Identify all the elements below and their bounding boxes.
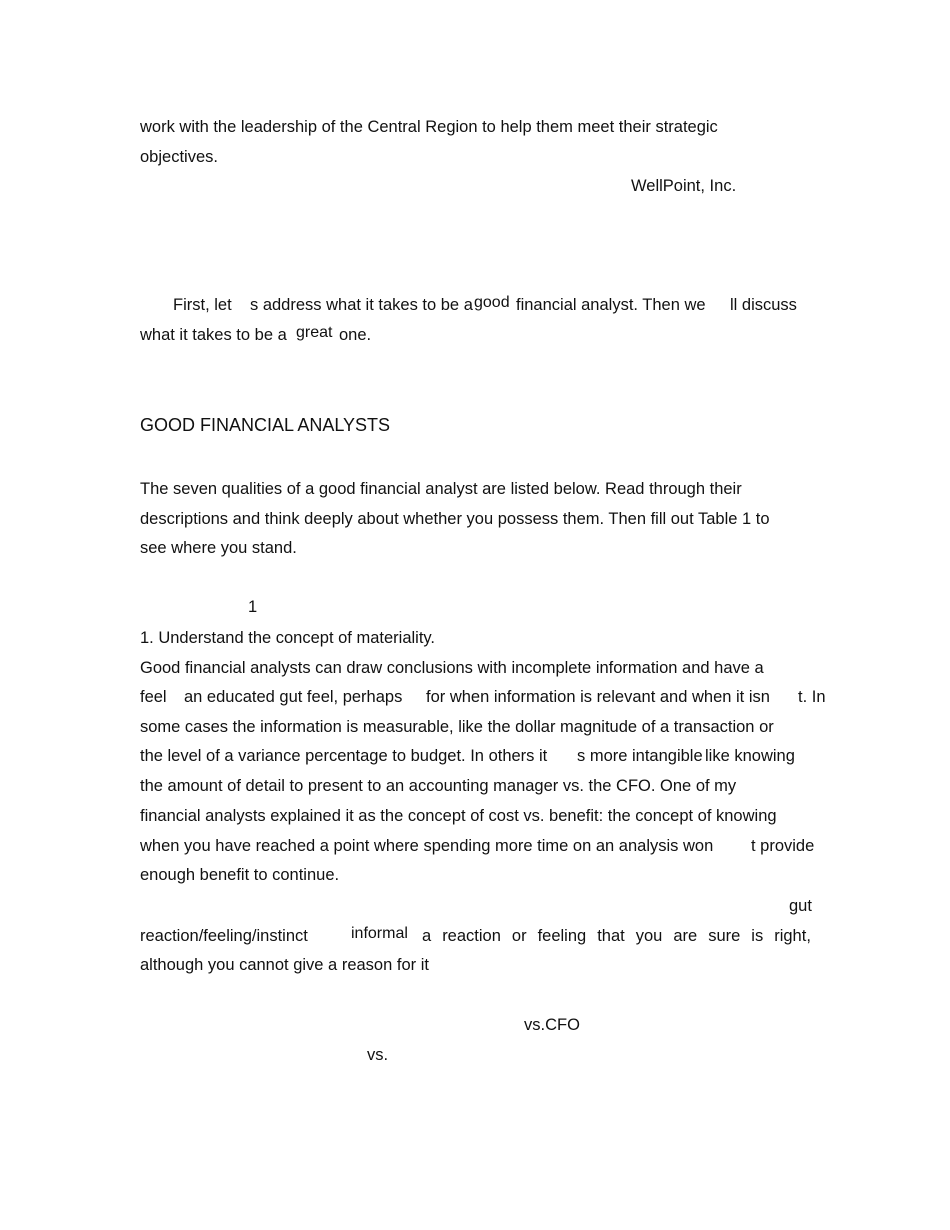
definition-word: are — [673, 927, 698, 945]
quality-1-line-5: the amount of detail to present to an accounting manager vs. the CFO. One of my — [140, 777, 737, 795]
note-vs-cfo: vs.CFO — [524, 1016, 580, 1034]
section-intro-line-1: The seven qualities of a good financial analyst are listed below. Read through their — [140, 480, 742, 498]
opening-first-let: First, let — [173, 296, 232, 314]
section-intro-line-3: see where you stand. — [140, 539, 297, 557]
section-heading: GOOD FINANCIAL ANALYSTS — [140, 415, 391, 435]
quality-1-line-4b: s more intangible — [577, 747, 703, 765]
quality-1-line-6: financial analysts explained it as the concept of cost vs. benefit: the concept of knowing — [140, 807, 777, 825]
quality-1-line-7b: t provide — [751, 837, 815, 855]
glossary-definition-line-2: although you cannot give a reason for it — [140, 956, 429, 974]
quality-1-line-1: Good financial analysts can draw conclusions with incomplete information and have a — [140, 659, 764, 677]
glossary-definition-line-1 — [422, 926, 811, 946]
company-attribution: WellPoint, Inc. — [631, 177, 737, 195]
footnote-marker: 1 — [248, 598, 258, 616]
quality-1-line-2a: feel — [140, 688, 167, 706]
quality-1-line-4a: the level of a variance percentage to budget. In others it — [140, 747, 548, 765]
definition-word: that — [597, 927, 625, 945]
definition-word: reaction — [442, 927, 501, 945]
quality-1-line-4c: like knowing — [705, 747, 795, 765]
opening-good-emphasis: good — [474, 294, 510, 311]
definition-word: or — [511, 927, 527, 945]
glossary-register: informal — [351, 925, 408, 942]
quality-1-line-2c: for when information is relevant and when it isn — [426, 688, 770, 706]
quality-1-line-7a: when you have reached a point where spending more time on an analysis won — [140, 837, 714, 855]
definition-word: a — [422, 927, 432, 945]
quality-1-line-8: enough benefit to continue. — [140, 866, 340, 884]
quality-1-line-2d: t. In — [798, 688, 826, 706]
glossary-term: gut — [789, 897, 812, 915]
definition-word: you — [635, 927, 663, 945]
opening-financial-analyst: financial analyst. Then we — [516, 296, 706, 314]
quality-1-line-3: some cases the information is measurable, like the dollar magnitude of a transaction or — [140, 718, 774, 736]
glossary-headword: reaction/feeling/instinct — [140, 927, 308, 945]
definition-word: feeling — [537, 927, 587, 945]
section-intro-line-2: descriptions and think deeply about whether you possess them. Then fill out Table 1 to — [140, 510, 770, 528]
quality-1-title: 1. Understand the concept of materiality. — [140, 629, 436, 647]
opening-line-2: what it takes to be a — [140, 326, 287, 344]
definition-word: sure — [708, 927, 741, 945]
definition-word: right, — [774, 927, 811, 945]
opening-address: s address what it takes to be a — [250, 296, 473, 314]
intro-line-2: objectives. — [140, 148, 218, 166]
definition-word: is — [751, 927, 764, 945]
opening-great-emphasis: great — [296, 324, 333, 341]
intro-line-1: work with the leadership of the Central Region to help them meet their strategic — [140, 118, 718, 136]
quality-1-line-2b: an educated gut feel, perhaps — [184, 688, 403, 706]
note-vs: vs. — [367, 1046, 389, 1064]
opening-ll-discuss: ll discuss — [730, 296, 797, 314]
opening-one: one. — [339, 326, 372, 344]
